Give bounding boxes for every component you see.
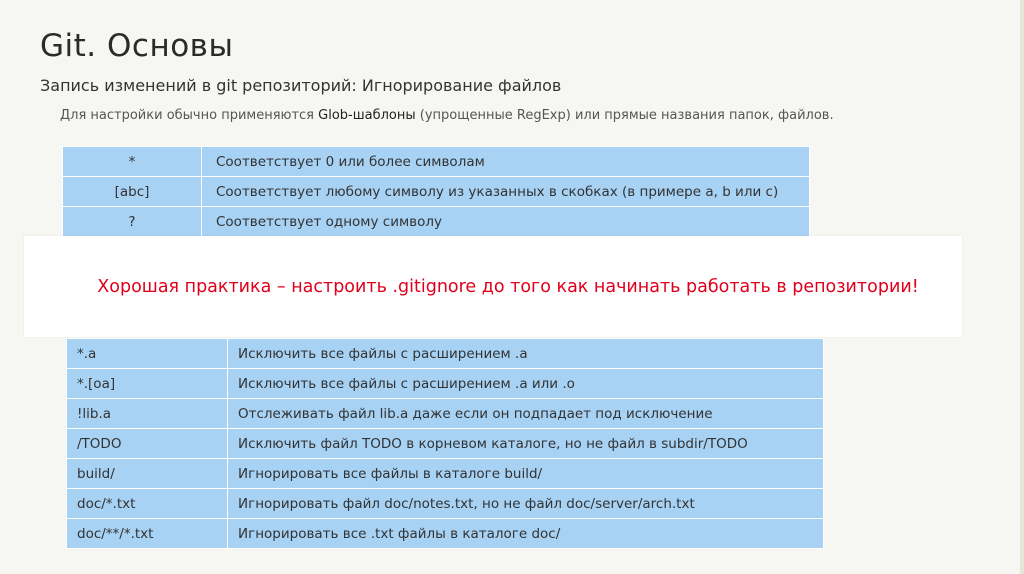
example-meaning: Игнорировать все файлы в каталоге build/ bbox=[228, 459, 824, 489]
description-post: (упрощенные RegExp) или прямые названия папок, файлов. bbox=[415, 108, 834, 123]
table-row bbox=[67, 459, 824, 489]
example-meaning: Игнорировать все .txt файлы в каталоге doc/ bbox=[228, 519, 824, 549]
slide-edge bbox=[1020, 0, 1024, 574]
description-pre: Для настройки обычно применяются bbox=[60, 108, 319, 123]
table-row bbox=[63, 207, 810, 237]
glob-symbol: [abc] bbox=[63, 177, 202, 207]
description-bold: Glob-шаблоны bbox=[318, 108, 416, 123]
glob-symbol: * bbox=[63, 147, 202, 177]
example-meaning: Исключить все файлы с расширением .a bbox=[228, 339, 824, 369]
example-meaning: Игнорировать файл doc/notes.txt, но не файл doc/server/arch.txt bbox=[228, 489, 824, 519]
table-row bbox=[67, 489, 824, 519]
glob-table bbox=[62, 146, 810, 237]
example-pattern: build/ bbox=[67, 459, 228, 489]
example-pattern: doc/*.txt bbox=[67, 489, 228, 519]
slide-subtitle: Запись изменений в git репозиторий: Игнорирование файлов bbox=[40, 76, 562, 95]
table-row bbox=[67, 369, 824, 399]
glob-meaning: Соответствует 0 или более символам bbox=[202, 147, 810, 177]
table-row bbox=[67, 399, 824, 429]
table-row bbox=[67, 429, 824, 459]
examples-table bbox=[66, 338, 824, 549]
callout-box bbox=[24, 236, 962, 337]
table-row bbox=[63, 147, 810, 177]
example-pattern: *.[oa] bbox=[67, 369, 228, 399]
glob-meaning: Соответствует одному символу bbox=[202, 207, 810, 237]
example-pattern: doc/**/*.txt bbox=[67, 519, 228, 549]
example-pattern: !lib.a bbox=[67, 399, 228, 429]
example-pattern: *.a bbox=[67, 339, 228, 369]
table-row bbox=[67, 519, 824, 549]
glob-meaning: Соответствует любому символу из указанных в скобках (в примере a, b или c) bbox=[202, 177, 810, 207]
table-row bbox=[63, 177, 810, 207]
table-row bbox=[67, 339, 824, 369]
glob-symbol: ? bbox=[63, 207, 202, 237]
example-meaning: Отслеживать файл lib.a даже если он подпадает под исключение bbox=[228, 399, 824, 429]
callout-text: Хорошая практика – настроить .gitignore до того как начинать работать в репозитории! bbox=[97, 276, 919, 297]
example-meaning: Исключить файл TODO в корневом каталоге, но не файл в subdir/TODO bbox=[228, 429, 824, 459]
example-pattern: /TODO bbox=[67, 429, 228, 459]
example-meaning: Исключить все файлы с расширением .a или .o bbox=[228, 369, 824, 399]
slide-description bbox=[60, 108, 834, 123]
slide-title: Git. Основы bbox=[40, 28, 234, 64]
